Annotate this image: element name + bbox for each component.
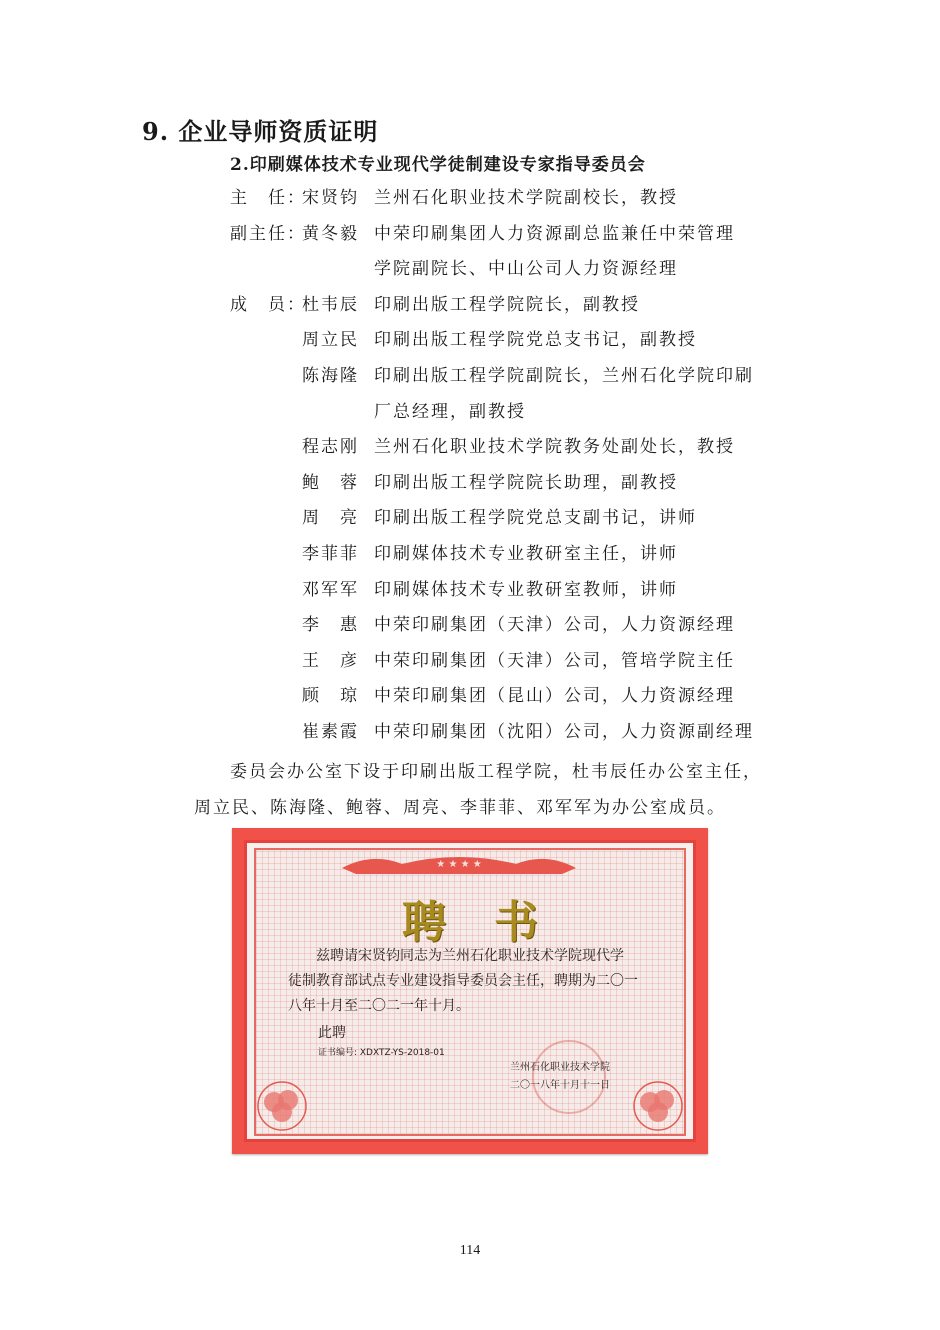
member-description: 印刷出版工程学院院长，副教授 <box>374 294 640 315</box>
member-description: 厂总经理，副教授 <box>374 401 526 422</box>
member-name: 邓军军 <box>302 579 359 600</box>
page-number: 114 <box>459 1243 481 1258</box>
member-role: 副主任： <box>230 223 306 244</box>
member-description: 中荣印刷集团（天津）公司，管培学院主任 <box>374 650 735 671</box>
member-description: 兰州石化职业技术学院副校长，教授 <box>374 188 678 208</box>
certificate-title: 聘书 <box>402 897 586 948</box>
member-description: 印刷出版工程学院党总支书记，副教授 <box>374 330 697 351</box>
member-name: 崔素霞 <box>302 722 359 742</box>
certificate-body-line3: 八年十月至二〇二一年十月。 <box>288 998 470 1014</box>
corner-ornament-left <box>254 1078 310 1134</box>
certificate-number: 证书编号: XDXTZ-YS-2018-01 <box>318 1048 445 1058</box>
certificate-date: 二〇一八年十月十一日 <box>510 1080 610 1091</box>
certificate-issuer: 兰州石化职业技术学院 <box>510 1062 610 1073</box>
member-description: 兰州石化职业技术学院教务处副处长，教授 <box>374 437 735 458</box>
member-name: 顾 琼 <box>302 686 359 707</box>
member-role: 主 任： <box>230 188 306 208</box>
appointment-certificate <box>232 828 708 1154</box>
corner-ornament-right <box>630 1078 686 1134</box>
member-description: 中荣印刷集团（昆山）公司，人力资源经理 <box>374 686 735 707</box>
member-name: 宋贤钧 <box>302 188 359 208</box>
member-name: 王 彦 <box>302 650 359 671</box>
member-description: 学院副院长、中山公司人力资源经理 <box>374 259 678 280</box>
member-name: 李菲菲 <box>302 544 359 564</box>
certificate-body-line1: 兹聘请宋贤钧同志为兰州石化职业技术学院现代学 <box>316 948 624 964</box>
member-description: 印刷出版工程学院副院长，兰州石化学院印刷 <box>374 366 754 386</box>
member-description: 中荣印刷集团人力资源副总监兼任中荣管理 <box>374 223 735 244</box>
office-paragraph-line2: 周立民、陈海隆、鲍蓉、周亮、李菲菲、邓军军为办公室成员。 <box>194 798 726 818</box>
member-name: 周立民 <box>302 330 359 351</box>
office-paragraph-line1: 委员会办公室下设于印刷出版工程学院，杜韦辰任办公室主任， <box>230 762 762 782</box>
certificate-body-line2: 徒制教育部试点专业建设指导委员会主任，聘期为二〇一 <box>288 973 638 989</box>
member-name: 杜韦辰 <box>302 294 359 315</box>
member-description: 印刷媒体技术专业教研室教师，讲师 <box>374 579 678 600</box>
member-description: 印刷媒体技术专业教研室主任，讲师 <box>374 544 678 564</box>
member-name: 鲍 蓉 <box>302 472 359 493</box>
member-name: 黄冬毅 <box>302 223 359 244</box>
member-name: 陈海隆 <box>302 366 359 386</box>
section-title: 9. 企业导师资质证明 <box>142 117 379 146</box>
subtitle: 2.印刷媒体技术专业现代学徒制建设专家指导委员会 <box>230 155 646 175</box>
certificate-closing: 此聘 <box>318 1025 346 1041</box>
member-role: 成 员： <box>230 294 306 315</box>
member-description: 中荣印刷集团（沈阳）公司，人力资源副经理 <box>374 722 754 742</box>
member-description: 印刷出版工程学院院长助理，副教授 <box>374 472 678 493</box>
certificate-body <box>288 944 660 1019</box>
member-name: 周 亮 <box>302 508 359 529</box>
certificate-banner-ornament <box>342 850 576 876</box>
member-name: 程志刚 <box>302 437 359 458</box>
member-name: 李 惠 <box>302 615 359 636</box>
svg-text:★ ★ ★ ★: ★ ★ ★ ★ <box>436 859 482 870</box>
member-description: 中荣印刷集团（天津）公司，人力资源经理 <box>374 615 735 636</box>
member-description: 印刷出版工程学院党总支副书记，讲师 <box>374 508 697 529</box>
